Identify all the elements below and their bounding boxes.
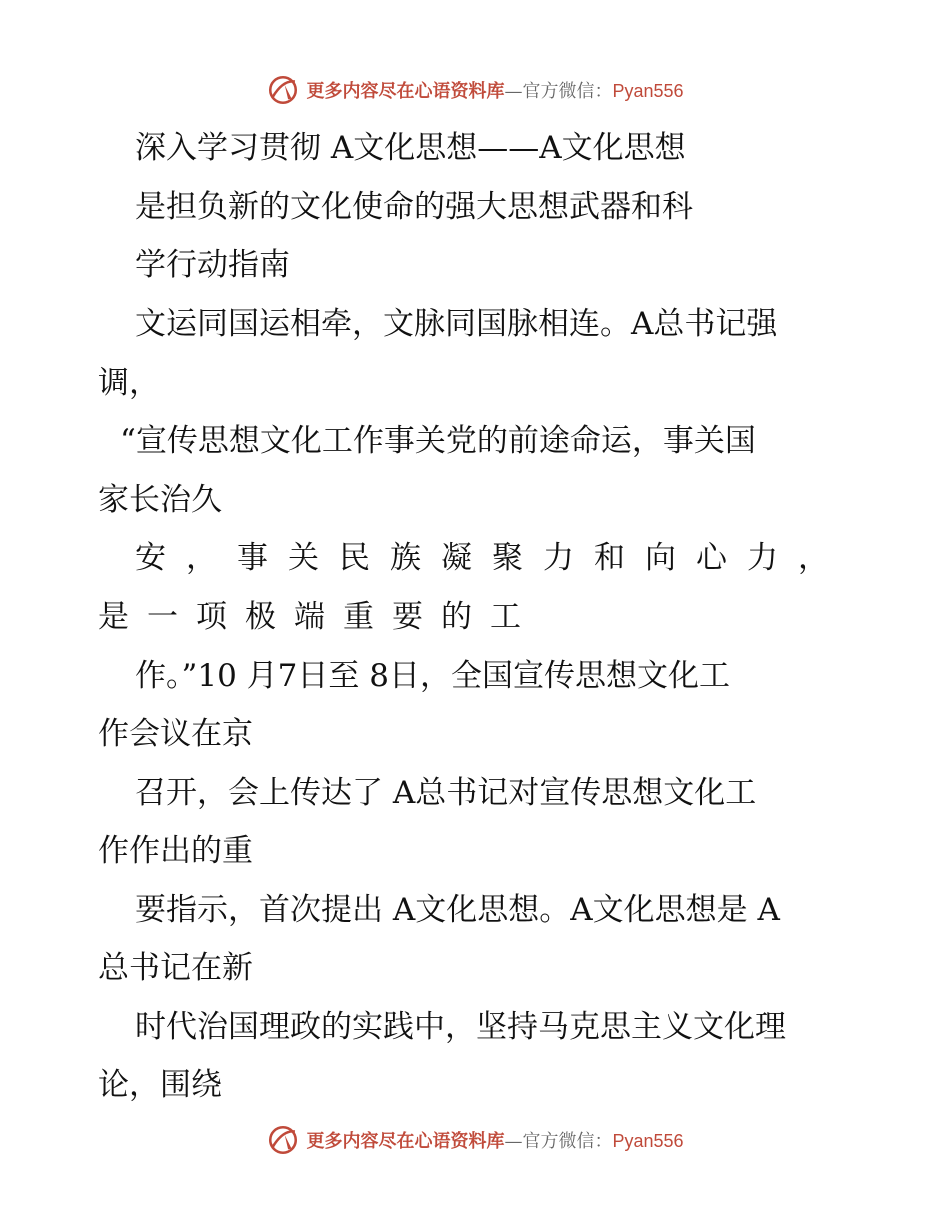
doc-title-line-3: 学行动指南	[135, 247, 290, 283]
doc-title-line-1: 深入学习贯彻 A文化思想——A文化思想	[135, 130, 686, 166]
footer-watermark	[0, 1120, 950, 1160]
watermark-text: 更多内容尽在心语资料库—官方微信：Pyan556	[306, 1131, 684, 1152]
watermark-content	[266, 73, 683, 107]
watermark-content	[266, 1123, 683, 1157]
doc-text-line: 总书记在新	[98, 950, 253, 986]
doc-text-line: 作作出的重	[98, 833, 253, 869]
doc-text-line: 要指示，首次提出 A文化思想。A文化思想是 A	[135, 892, 780, 928]
pen-logo-icon	[266, 1123, 300, 1157]
doc-text-line: “宣传思想文化工作事关党的前途命运，事关国	[120, 423, 756, 459]
doc-text-line: 家长治久	[98, 482, 222, 518]
doc-text-line: 是一项极端重要的工	[98, 599, 539, 635]
doc-text-line: 召开，会上传达了 A总书记对宣传思想文化工	[135, 775, 757, 811]
doc-text-line: 作。”10 月7日至 8日，全国宣传思想文化工	[135, 658, 730, 694]
doc-text-line: 调，	[98, 365, 160, 401]
watermark-text: 更多内容尽在心语资料库—官方微信：Pyan556	[306, 81, 684, 102]
pen-logo-icon	[266, 73, 300, 107]
doc-title-line-2: 是担负新的文化使命的强大思想武器和科	[135, 189, 693, 225]
doc-text-line: 论，围绕	[98, 1067, 222, 1103]
header-watermark	[0, 70, 950, 110]
doc-text-line: 文运同国运相牵，文脉同国脉相连。A总书记强	[135, 306, 778, 342]
doc-text-line: 安，事关民族凝聚力和向心力，	[135, 540, 849, 576]
doc-text-line: 时代治国理政的实践中，坚持马克思主义文化理	[135, 1009, 786, 1045]
doc-text-line: 作会议在京	[98, 716, 253, 752]
